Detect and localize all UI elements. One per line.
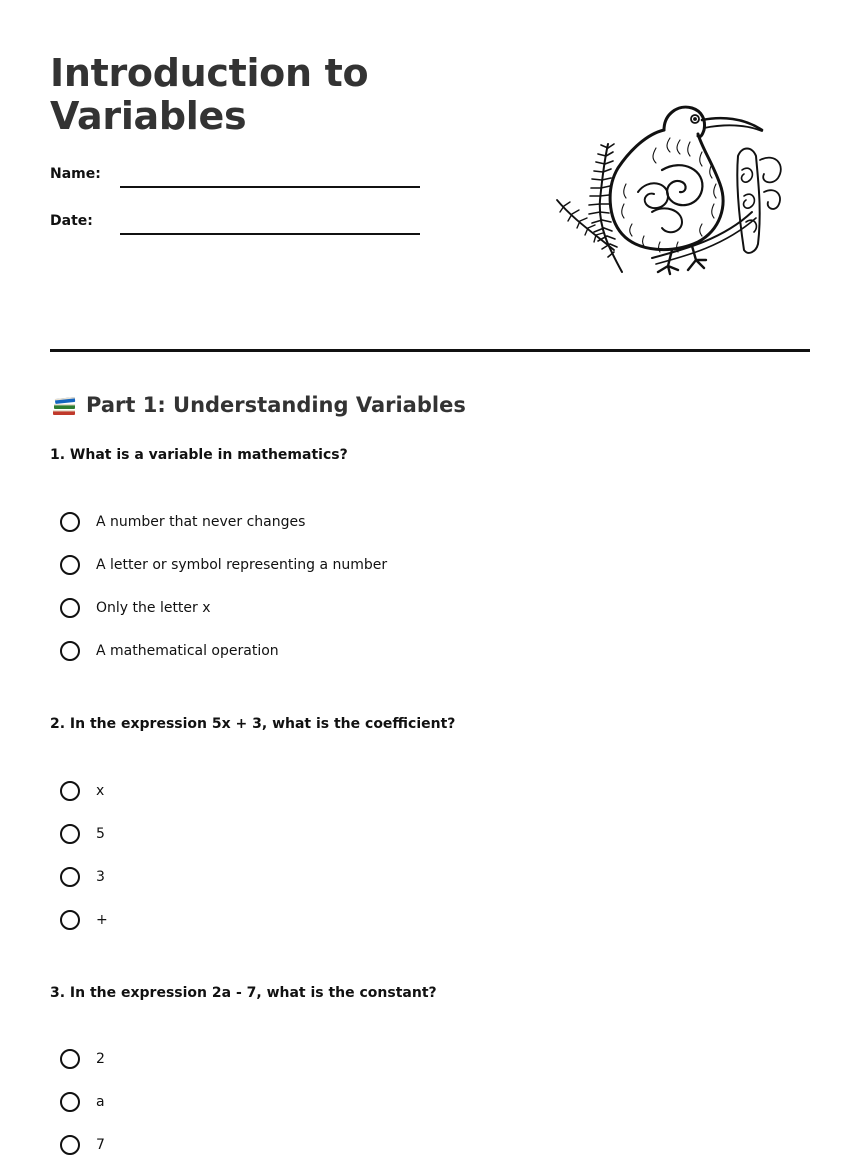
question-3: 3. In the expression 2a - 7, what is the constant?: [50, 985, 437, 1001]
q2-option-2[interactable]: [60, 821, 105, 847]
name-field: [50, 165, 430, 189]
option-label: 7: [96, 1137, 105, 1153]
radio-button[interactable]: [60, 867, 80, 887]
radio-button[interactable]: [60, 824, 80, 844]
name-write-line[interactable]: [120, 186, 420, 188]
q1-option-1[interactable]: [60, 509, 305, 535]
part1-title: Part 1: Understanding Variables: [86, 393, 466, 417]
part1-heading: [50, 390, 466, 420]
q1-option-3[interactable]: [60, 595, 211, 621]
radio-button[interactable]: [60, 598, 80, 618]
q2-option-1[interactable]: [60, 778, 104, 804]
option-label: A number that never changes: [96, 514, 306, 530]
radio-button[interactable]: [60, 1049, 80, 1069]
option-label: Only the letter x: [96, 600, 211, 616]
q2-option-4[interactable]: [60, 907, 108, 933]
kiwi-illustration: [552, 100, 784, 280]
radio-button[interactable]: [60, 1135, 80, 1155]
date-label: Date:: [50, 213, 93, 229]
question-2: 2. In the expression 5x + 3, what is the coefficient?: [50, 716, 456, 732]
q3-option-1[interactable]: [60, 1046, 105, 1072]
date-field: [50, 212, 430, 236]
option-label: +: [96, 912, 108, 928]
question-1: 1. What is a variable in mathematics?: [50, 447, 348, 463]
q1-option-4[interactable]: [60, 638, 279, 664]
name-label: Name:: [50, 166, 101, 182]
worksheet-title: Introduction to Variables: [50, 51, 369, 138]
option-label: 2: [96, 1051, 105, 1067]
option-label: x: [96, 783, 105, 799]
radio-button[interactable]: [60, 512, 80, 532]
q3-option-3[interactable]: [60, 1132, 105, 1158]
date-write-line[interactable]: [120, 233, 420, 235]
option-label: 5: [96, 826, 105, 842]
option-label: A letter or symbol representing a number: [96, 557, 388, 573]
option-label: 3: [96, 869, 105, 885]
option-label: A mathematical operation: [96, 643, 279, 659]
radio-button[interactable]: [60, 1092, 80, 1112]
option-label: a: [96, 1094, 105, 1110]
radio-button[interactable]: [60, 641, 80, 661]
q3-option-2[interactable]: [60, 1089, 105, 1115]
q1-option-2[interactable]: [60, 552, 387, 578]
books-icon: [50, 391, 78, 419]
radio-button[interactable]: [60, 781, 80, 801]
radio-button[interactable]: [60, 910, 80, 930]
radio-button[interactable]: [60, 555, 80, 575]
q2-option-3[interactable]: [60, 864, 105, 890]
section-divider: [50, 349, 810, 352]
